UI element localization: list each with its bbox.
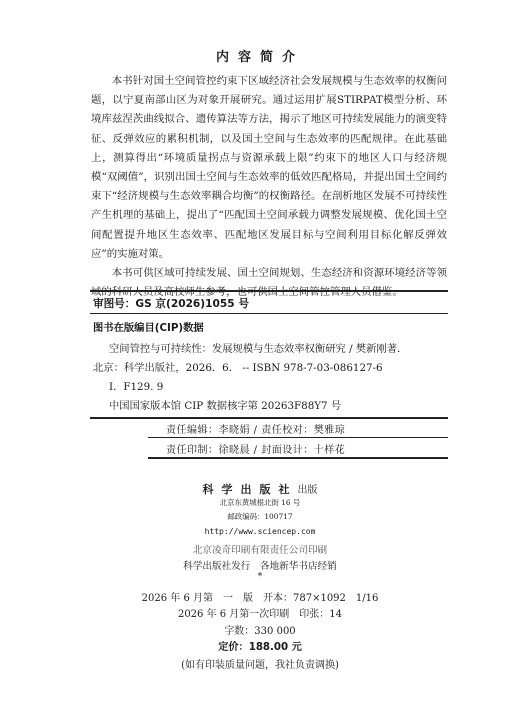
printing-info: 2026 年 6 月第一次印刷 印张：14 — [177, 609, 343, 620]
section-divider — [90, 290, 448, 292]
publisher-name: 科学出版社 — [202, 483, 298, 496]
edition-info: 2026 年 6 月第 一 版 开本：787×1092 1/16 — [141, 593, 379, 604]
cip-heading: 图书在版编目(CIP)数据 — [93, 322, 204, 334]
abstract-paragraph: 本书针对国土空间管控约束下区域经济社会发展规模与生态效率的权衡问题，以宁夏南部山区为对象开展研究。通过运用扩展STIRPAT模型分析、环境库兹涅茨曲线拟合、遗传算法等方法，揭示了地区可持续发展能力的演变特征、反弹效应的累积机制，以及国土空间与生态效率的匹配规律。在此基础上，测算得出“环境质量拐点与资源承载上限”约束下的地区人口与经济规模“双阈值”，识别出国土空间与生态效率的低效匹配格局，并提出国土空间约束下“经济规模与生态效率耦合均衡”的权衡路径。在剖析地区发展不可持续性产生机理的基础上，提出了“匹配国土空间承载力调整发展规模、优化国土空间配置提升地区生态效率、匹配地区发展目标与空间利用目标化解反弹效应”的实施对策。 — [91, 75, 447, 260]
distributor: 科学出版社发行 各地新华书店经销 — [183, 561, 337, 572]
quality-note: (如有印装质量问题，我社负责调换) — [181, 660, 339, 671]
publisher-suffix: 出版 — [297, 485, 318, 496]
cip-record-number: 中国国家版本馆 CIP 数据核字第 20263F88Y7 号 — [109, 400, 342, 412]
cip-classification: Ⅰ．F129. 9 — [109, 381, 164, 393]
credits-divider — [148, 437, 448, 438]
cip-title-line: 空间管控与可持续性：发展规模与生态效率权衡研究 / 樊新刚著． — [109, 343, 408, 355]
map-approval-number: 审图号：GS 京(2026)1055 号 — [93, 298, 249, 310]
separator-star: * — [257, 572, 263, 582]
publisher-address: 北京东黄城根北街 16 号 — [219, 498, 301, 507]
publisher-website: http://www.sciencep.com — [204, 527, 316, 536]
page-title: 内容简介 — [215, 50, 304, 65]
credits-divider — [148, 457, 448, 459]
printer-name: 北京凌奇印刷有限责任公司印刷 — [192, 545, 328, 556]
section-divider — [90, 417, 448, 419]
publisher-postcode: 邮政编码：100717 — [227, 512, 293, 521]
section-divider — [90, 313, 448, 314]
word-count: 字数：330 000 — [224, 626, 296, 637]
abstract-paragraph: 本书可供区域可持续发展、国土空间规划、生态经济和资源环境经济等领域的科研人员及高校师生参考，也可供国土空间管控管理人员借鉴。 — [91, 267, 447, 299]
abstract-section — [91, 72, 447, 302]
publisher-line — [0, 478, 520, 497]
credits-production: 责任印制：徐晓晨 / 封面设计：十样花 — [166, 445, 346, 456]
credits-editors: 责任编辑：李晓娟 / 责任校对：樊雅琼 — [166, 425, 346, 436]
cip-publication-line: 北京：科学出版社，2026．6． -- ISBN 978-7-03-086127-6 — [93, 362, 383, 374]
price: 定价：188.00 元 — [218, 642, 302, 653]
